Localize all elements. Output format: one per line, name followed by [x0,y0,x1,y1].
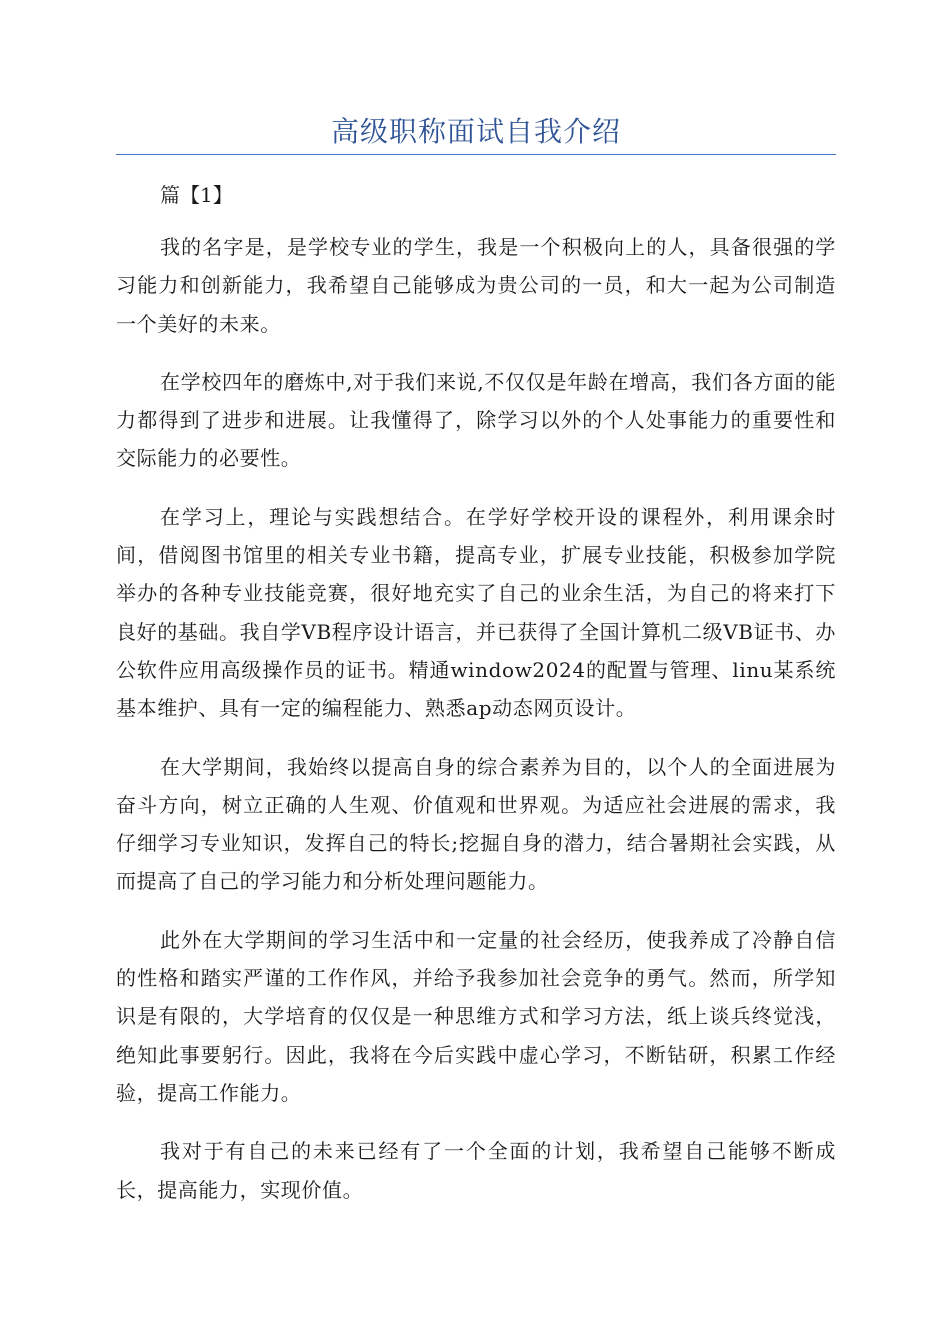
paragraph-2: 在学校四年的磨炼中,对于我们来说,不仅仅是年龄在增高，我们各方面的能力都得到了进步和进展。让我懂得了，除学习以外的个人处事能力的重要性和交际能力的必要性。 [116,369,836,471]
document-title: 高级职称面试自我介绍 [330,115,621,148]
paragraph-4: 在大学期间，我始终以提高自身的综合素养为目的，以个人的全面进展为奋斗方向，树立正确的人生观、价值观和世界观。为适应社会进展的需求，我仔细学习专业知识，发挥自己的特长;挖掘自身的潜力，结合暑期社会实践，从而提高了自己的学习能力和分析处理问题能力。 [116,754,836,894]
paragraph-3: 在学习上，理论与实践想结合。在学好学校开设的课程外，利用课余时间，借阅图书馆里的相关专业书籍，提高专业，扩展专业技能，积极参加学院举办的各种专业技能竞赛，很好地充实了自己的业余生活，为自己的将来打下良好的基础。我自学VB程序设计语言，并已获得了全国计算机二级VB证书、办公软件应用高级操作员的证书。精通window2024的配置与管理、linu某系统基本维护、具有一定的编程能力、熟悉ap动态网页设计。 [116,504,836,721]
paragraph-1: 我的名字是，是学校专业的学生，我是一个积极向上的人，具备很强的学习能力和创新能力，我希望自己能够成为贵公司的一员，和大一起为公司制造一个美好的未来。 [116,235,836,336]
section-label: 篇【1】 [160,183,233,207]
paragraph-5: 此外在大学期间的学习生活中和一定量的社会经历，使我养成了冷静自信的性格和踏实严谨的工作作风，并给予我参加社会竞争的勇气。然而，所学知识是有限的，大学培育的仅仅是一种思维方式和学习方法，纸上谈兵终觉浅，绝知此事要躬行。因此，我将在今后实践中虚心学习，不断钻研，积累工作经验，提高工作能力。 [116,927,836,1105]
paragraph-6: 我对于有自己的未来已经有了一个全面的计划，我希望自己能够不断成长，提高能力，实现价值。 [116,1139,836,1202]
title-underline [116,154,836,155]
document-body [116,176,836,1209]
